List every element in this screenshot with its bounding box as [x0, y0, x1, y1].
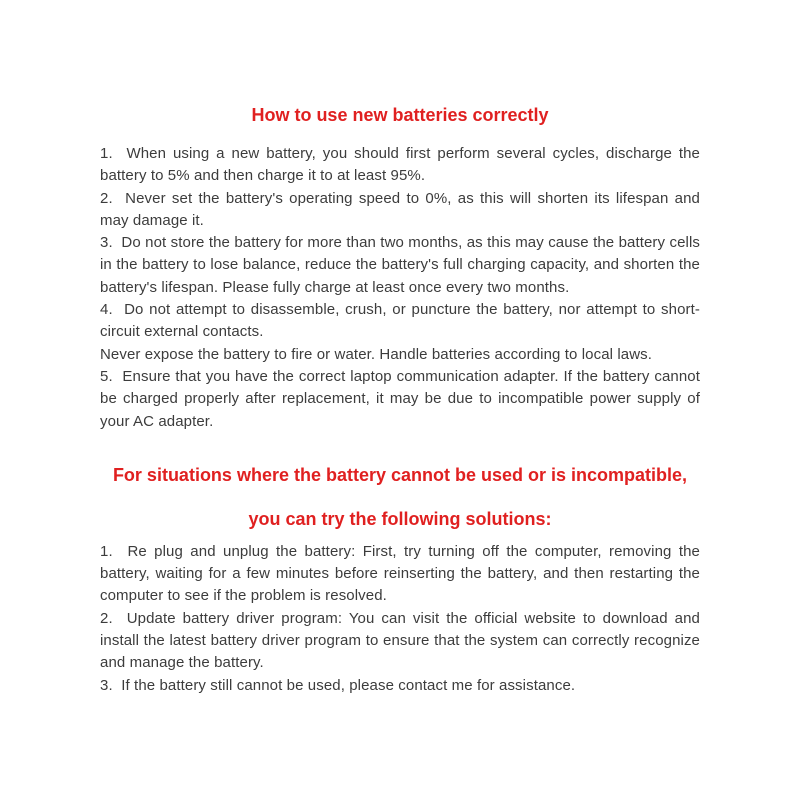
section2-body: [100, 541, 700, 697]
section2-paragraph-1: 1. Re plug and unplug the battery: First, try turning off the computer, removing the battery, waiting for a few minutes before reinserting the battery, and then restarting the computer to see if the problem is resolved.: [100, 542, 700, 605]
section2-paragraph-2: 2. Update battery driver program: You can visit the official website to download and install the latest battery driver program to ensure that the system can correctly recognize and manage the battery.: [100, 609, 700, 672]
section1-paragraph-1: 1. When using a new battery, you should first perform several cycles, discharge the battery to 5% and then charge it to at least 95%.: [100, 145, 700, 185]
section2-title-line2: you can try the following solutions:: [248, 508, 552, 529]
section1-title: How to use new batteries correctly: [251, 105, 549, 125]
section1-paragraph-3: 3. Do not store the battery for more than two months, as this may cause the battery cells in the battery to lose balance, reduce the battery's full charging capacity, and shorten the battery's lifespan. Please fully charge at least once every two months.: [100, 234, 700, 296]
section2-title-line1: For situations where the battery cannot be used or is incompatible,: [112, 464, 688, 485]
section1-body: [100, 143, 700, 433]
section1-paragraph-6: 5. Ensure that you have the correct laptop communication adapter. If the battery cannot be charged properly after replacement, it may be due to incompatible power supply of your AC adapter.: [100, 367, 700, 430]
section1-paragraph-2: 2. Never set the battery's operating speed to 0%, as this will shorten its lifespan and may damage it.: [100, 189, 700, 229]
section1-paragraph-4: 4. Do not attempt to disassemble, crush, or puncture the battery, nor attempt to short-circuit external contacts.: [100, 301, 700, 341]
section1-paragraph-5: Never expose the battery to fire or water. Handle batteries according to local laws.: [100, 345, 653, 363]
section2-paragraph-3: 3. If the battery still cannot be used, please contact me for assistance.: [100, 676, 576, 694]
